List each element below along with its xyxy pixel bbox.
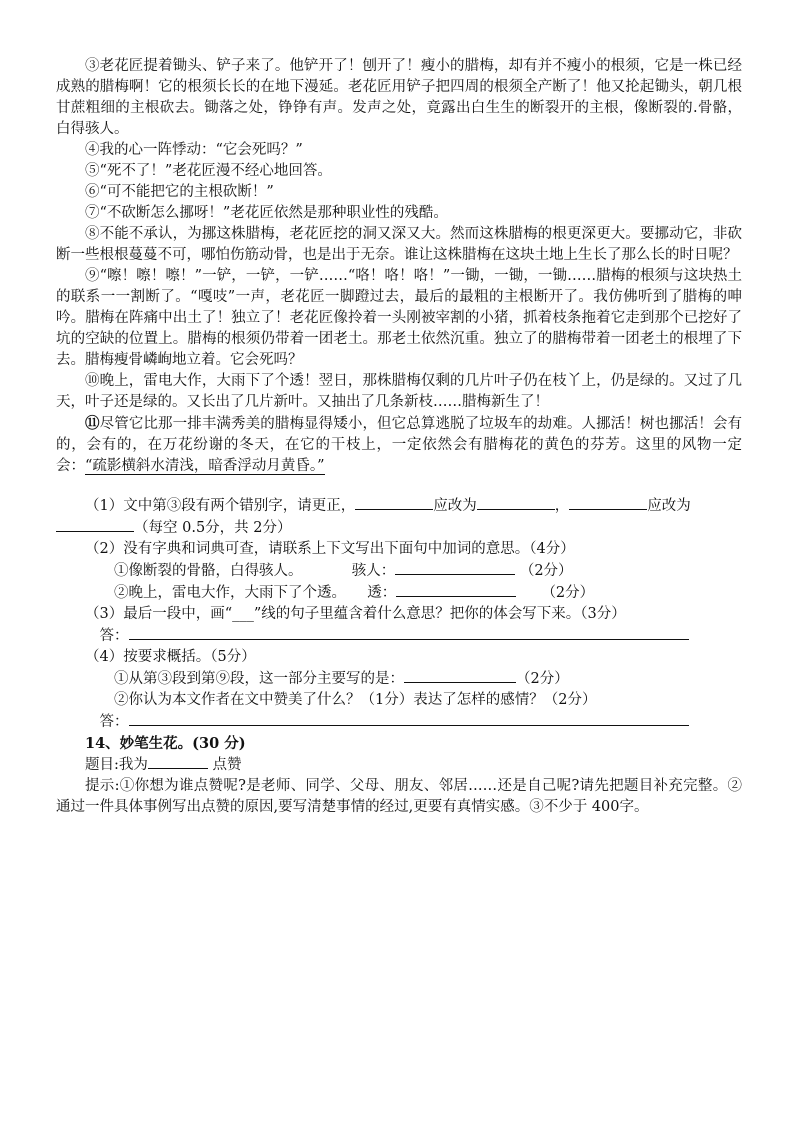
exam-page: [56, 56, 742, 818]
q1-blank-3[interactable]: [569, 495, 647, 510]
q2-item-2-blank[interactable]: [396, 582, 516, 597]
question-1-connector-2: 应改为: [647, 498, 691, 514]
paragraph-11-number: ⑪: [85, 415, 100, 432]
question-1-score: （每空 0.5分，共 2分）: [134, 520, 292, 536]
question-1-prompt: （1）文中第③段有两个错别字，请更正，: [85, 498, 356, 514]
q4-item-1-prompt: ①从第③段到第⑨段，这一部分主要写的是：: [114, 671, 404, 687]
q2-item-2-score: （2分）: [541, 585, 595, 601]
q1-blank-4[interactable]: [56, 517, 134, 532]
question-4: （4）按要求概括。（5分）: [85, 649, 256, 665]
question-4-item-2: ②你认为本文作者在文中赞美了什么？（1分）表达了怎样的感情？（2分）: [114, 692, 597, 708]
q2-item-2-label: 透：: [367, 585, 397, 601]
q2-item-1-blank[interactable]: [395, 560, 515, 575]
writing-title: [56, 754, 742, 776]
writing-title-blank[interactable]: [148, 754, 208, 769]
passage-paragraph-4: ④我的心一阵悸动：“它会死吗？”: [85, 142, 303, 158]
question-4-answer: [56, 711, 742, 733]
q4-answer-label: 答：: [99, 714, 129, 730]
question-3: （3）最后一段中，画“___”线的句子里蕴含着什么意思？把你的体会写下来。（3分）: [85, 606, 626, 622]
passage-paragraph-5: ⑤“死不了！”老花匠漫不经心地回答。: [85, 163, 332, 179]
q2-item-1-label: 骇人：: [351, 563, 396, 579]
q2-item-2-sentence: ②晚上，雷电大作，大雨下了个透。: [114, 585, 346, 601]
q1-blank-2[interactable]: [477, 495, 555, 510]
q2-item-1-sentence: ①像断裂的骨骼，白得骇人。: [114, 563, 303, 579]
q3-answer-blank[interactable]: [129, 625, 689, 640]
passage-paragraph-3: ③老花匠提着锄头、铲子来了。他铲开了！刨开了！瘦小的腊梅，却有并不瘦小的根须，它是一株已经成熟的腊梅啊！它的根须长长的在地下漫延。老花匠用铲子把四周的根须全产断了！他又抡起锄头，朝几根甘蔗粗细的主根砍去。锄落之处，铮铮有声。发声之处，竟露出白生生的断裂开的主根，像断裂的.骨骼，白得骇人。: [56, 58, 742, 137]
writing-title-prefix: 题目:我为: [85, 757, 148, 773]
writing-tips: 提示:①你想为谁点赞呢?是老师、同学、父母、朋友、邻居……还是自己呢?请先把题目补充完整。②通过一件具体事例写出点赞的原因,要写清楚事情的经过,更要有真情实感。③不少于 400字。: [56, 778, 742, 815]
question-1-connector-1: 应改为: [433, 498, 477, 514]
q3-answer-label: 答：: [99, 628, 129, 644]
question-4-item-1: [56, 668, 742, 690]
q1-blank-1[interactable]: [355, 495, 433, 510]
passage-paragraph-7: ⑦“不砍断怎么挪呀！”老花匠依然是那种职业性的残酷。: [85, 205, 448, 221]
writing-heading: 14、妙笔生花。(30 分): [85, 735, 246, 752]
question-3-answer: [56, 625, 742, 647]
writing-title-suffix: 点赞: [212, 757, 242, 773]
passage-paragraph-9: ⑨“嚓！嚓！嚓！”一铲，一铲，一铲……“咯！咯！咯！”一锄，一锄，一锄……腊梅的根须与这块热土的联系一一割断了。“嘎吱”一声，老花匠一脚蹬过去，最后的最粗的主根断开了。我仿佛听到了腊梅的呻吟。腊梅在阵痛中出土了！独立了！老花匠像拎着一头刚被宰割的小猪，抓着枝条拖着它走到那个已挖好了坑的空缺的位置上。腊梅的根须仍带着一团老土。那老土依然沉重。独立了的腊梅带着一团老土的根埋了下去。腊梅瘦骨嶙峋地立着。它会死吗？: [56, 268, 742, 368]
passage-paragraph-11: [56, 413, 742, 477]
q4-item-1-blank[interactable]: [404, 668, 516, 683]
paragraph-11-text: 尽管它比那一排丰满秀美的腊梅显得矮小，但它总算逃脱了垃圾车的劫难。人挪活！树也挪活！会有的，会有的，在万花纷谢的冬天，在它的干枝上，一定依然会有腊梅花的黄色的芬芳。这里的风物一定会：: [56, 416, 743, 474]
question-1-cont: [56, 517, 742, 539]
q4-answer-blank[interactable]: [129, 711, 689, 726]
passage-paragraph-10: ⑩晚上，雷电大作，大雨下了个透！翌日，那株腊梅仅剩的几片叶子仍在枝丫上，仍是绿的。又过了几天，叶子还是绿的。又长出了几片新叶。又抽出了几条新枝……腊梅新生了！: [56, 373, 742, 410]
question-1: [56, 495, 742, 517]
underlined-poem-line: “疏影横斜水清浅，暗香浮动月黄昏。”: [85, 458, 325, 474]
question-1-comma: ，: [554, 498, 570, 514]
spacer: [56, 477, 742, 495]
q2-item-1-score: （2分）: [519, 563, 573, 579]
passage-paragraph-6: ⑥“可不能把它的主根砍断！”: [85, 184, 274, 200]
question-2-item-2: [56, 582, 742, 604]
q4-item-1-score: （2分）: [516, 671, 569, 687]
question-2: （2）没有字典和词典可查，请联系上下文写出下面句中加词的意思。（4分）: [85, 541, 575, 557]
question-2-item-1: [56, 560, 742, 582]
passage-paragraph-8: ⑧不能不承认，为挪这株腊梅，老花匠挖的洞又深又大。然而这株腊梅的根更深更大。要挪动它，非砍断一些根根蔓蔓不可，哪怕伤筋动骨，也是出于无奈。谁让这株腊梅在这块土地上生长了那么长的时日呢？: [56, 226, 742, 263]
